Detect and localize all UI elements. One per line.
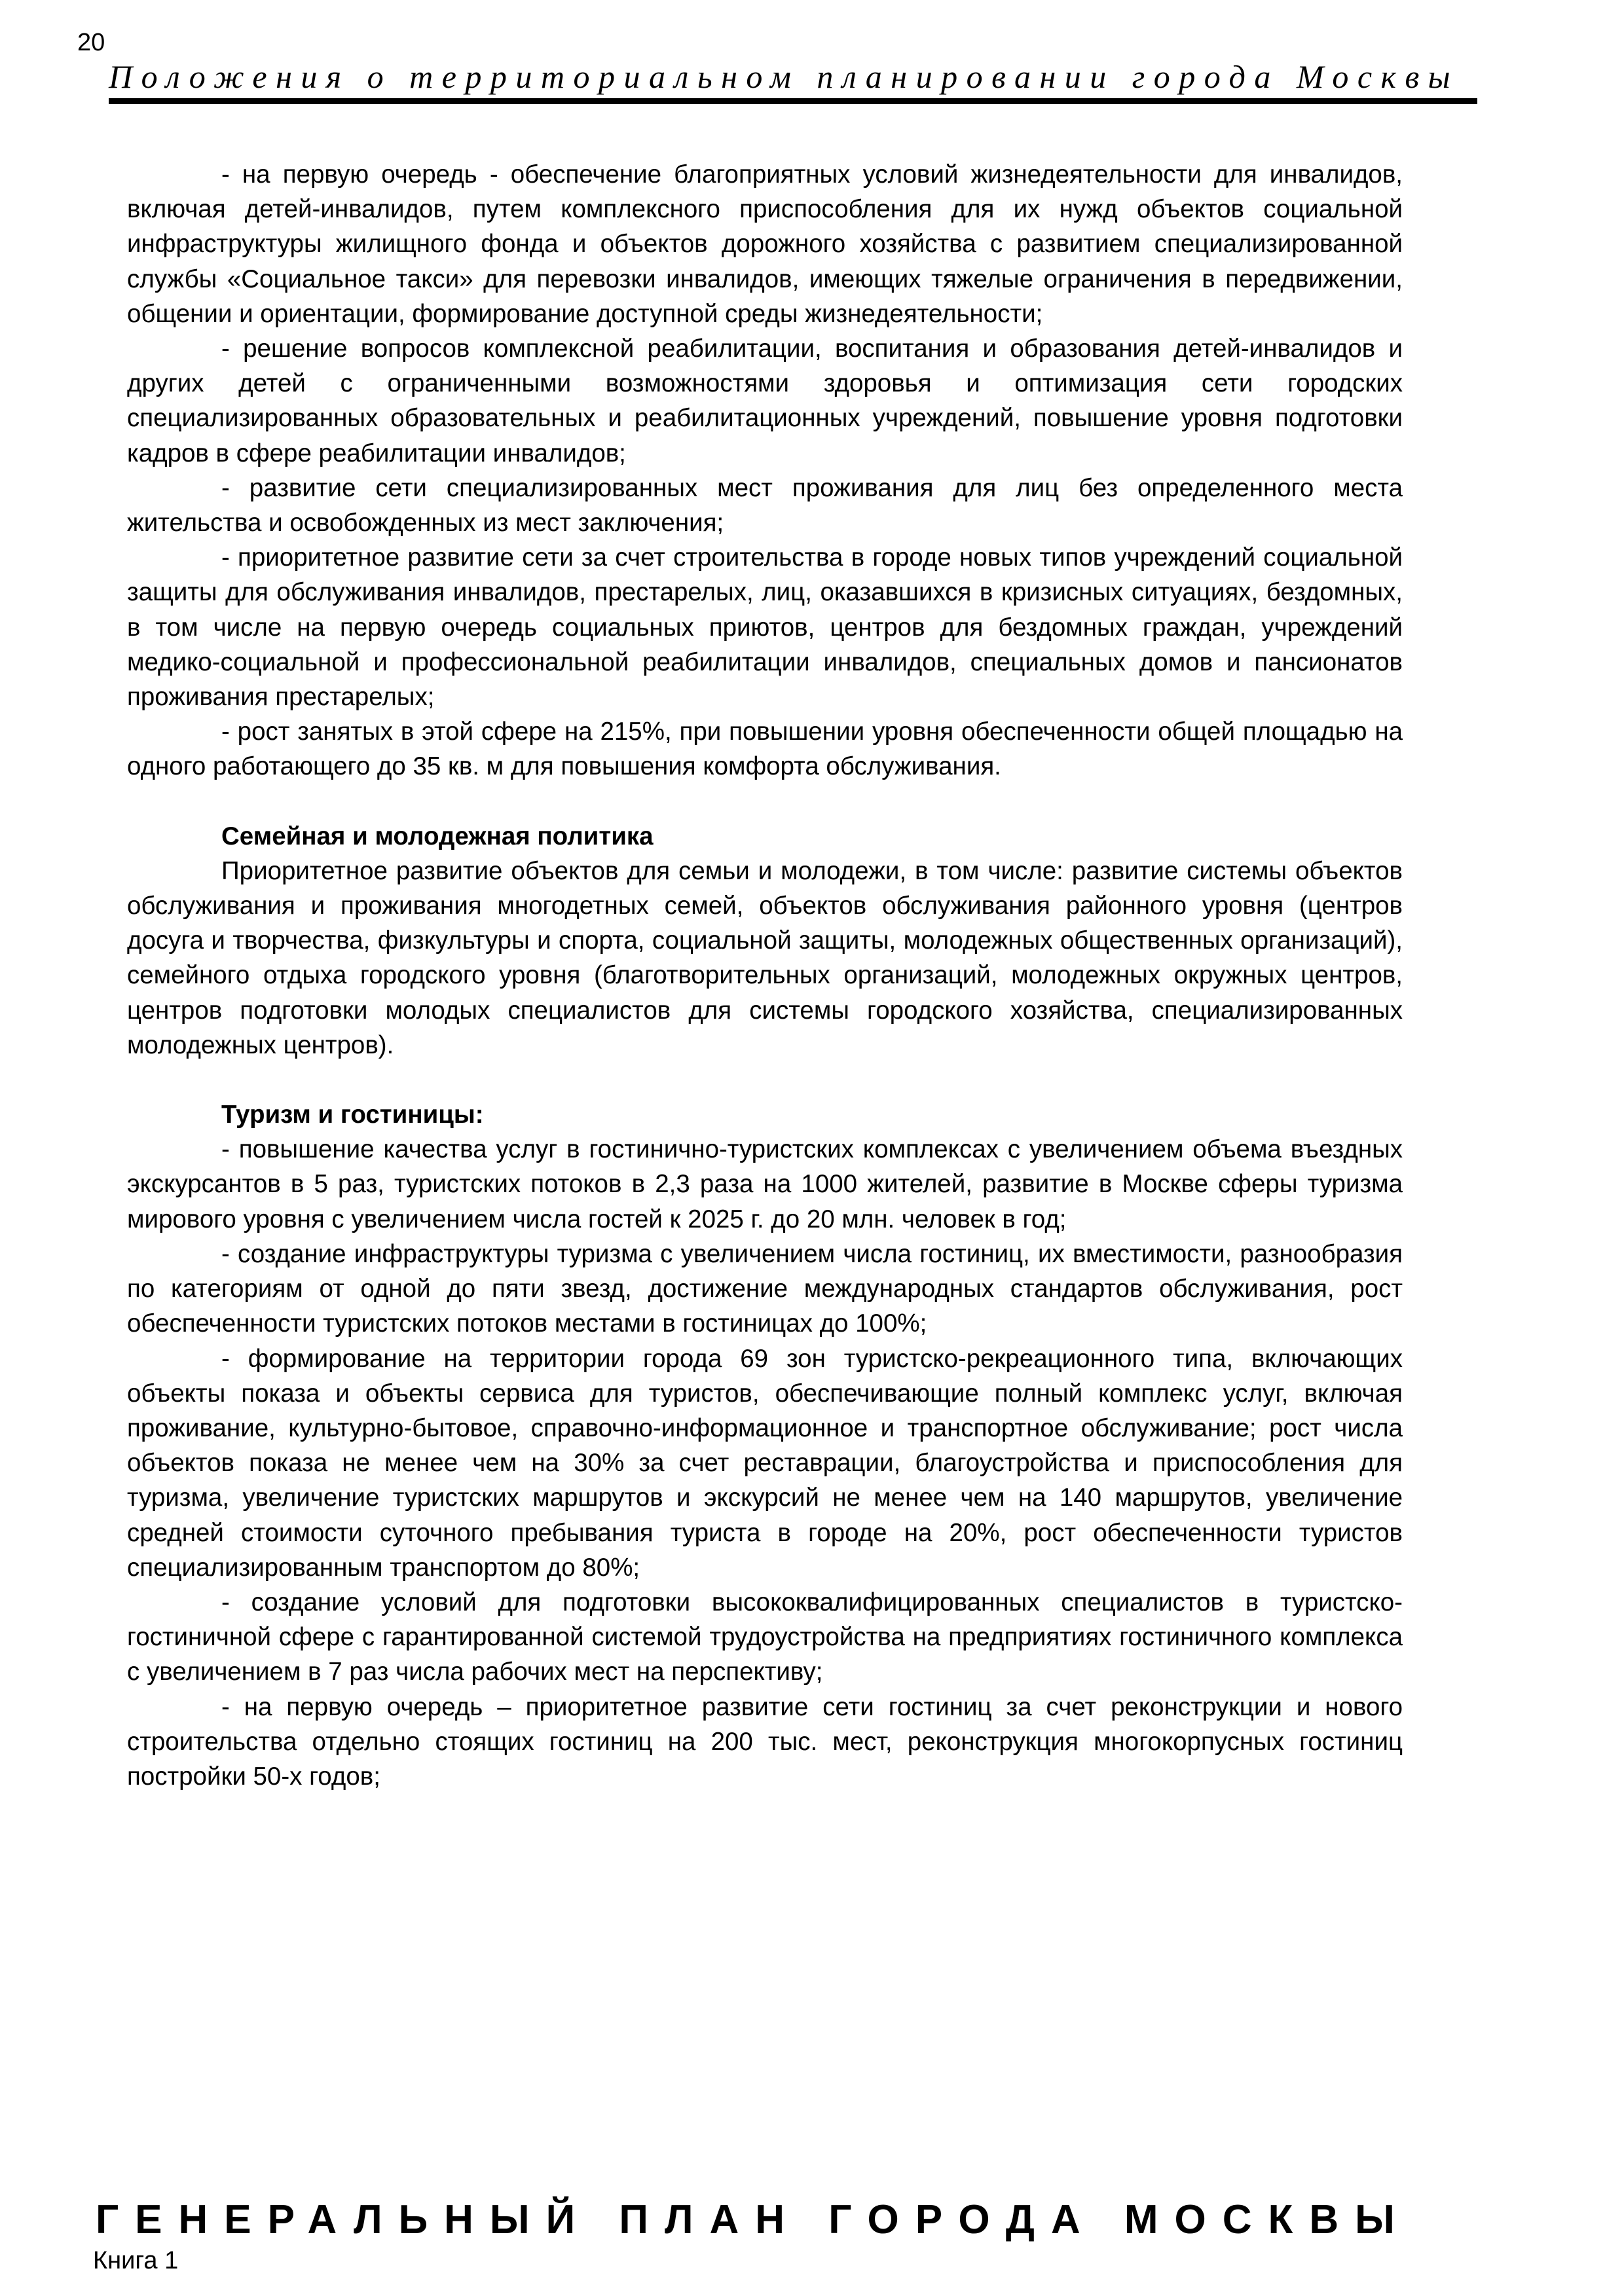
paragraph: - на первую очередь - обеспечение благоприятных условий жизнедеятельности для инвалидов, включая детей-инвалидов, путем комплексного приспособления для их нужд объектов социальной инфраструктуры жилищного фонда и объектов дорожного хозяйства с развитием специализированной службы «Социальное такси» для перевозки инвалидов, имеющих тяжелые ограничения в передвижении, общении и ориентации, формирование доступной среды жизнедеятельности; [127, 160, 1403, 328]
header-rule [109, 98, 1477, 104]
section-heading-tourism: Туризм и гостиницы: [221, 1101, 484, 1129]
spacer [127, 784, 1403, 819]
paragraph: Приоритетное развитие объектов для семьи и молодежи, в том числе: развитие системы объектов обслуживания и проживания многодетных семей, объектов обслуживания районного уровня (центров досуга и творчества, физкультуры и спорта, социальной защиты, молодежных общественных организаций), семейного отдыха городского уровня (благотворительных организаций, молодежных окружных центров, центров подготовки молодых специалистов для системы городского хозяйства, специализированных молодежных центров). [127, 856, 1403, 1059]
paragraph: - создание условий для подготовки высококвалифицированных специалистов в туристско-гостиничной сфере с гарантированной системой трудоустройства на предприятиях гостиничного комплекса с увеличением в 7 раз числа рабочих мест на перспективу; [127, 1588, 1403, 1686]
paragraph: - повышение качества услуг в гостинично-туристских комплексах с увеличением объема въездных экскурсантов в 5 раз, туристских потоков в 2,3 раза на 1000 жителей, развитие в Москве сферы туризма мирового уровня с увеличением числа гостей к 2025 г. до 20 млн. человек в год; [127, 1135, 1403, 1233]
spacer [127, 1063, 1403, 1097]
paragraph: - формирование на территории города 69 зон туристско-рекреационного типа, включающих объекты показа и объекты сервиса для туристов, обеспечивающие полный комплекс услуг, включая проживание, культурно-бытовое, справочно-информационное и транспортное обслуживание; рост числа объектов показа не менее чем на 30% за счет реставрации, благоустройства и приспособления для туризма, увеличение туристских маршрутов и экскурсий не менее чем на 140 маршрутов, увеличение средней стоимости суточного пребывания туриста в городе на 20%, рост обеспеченности туристов специализированным транспортом до 80%; [127, 1344, 1403, 1582]
document-body [127, 157, 1403, 1794]
footer-title: ГЕНЕРАЛЬНЫЙ ПЛАН ГОРОДА МОСКВЫ [96, 2197, 1411, 2242]
page-number: 20 [77, 29, 105, 56]
paragraph: - создание инфраструктуры туризма с увеличением числа гостиниц, их вместимости, разнообразия по категориям от одной до пяти звезд, достижение международных стандартов обслуживания, рост обеспеченности туристских потоков местами в гостиницах до 100%; [127, 1239, 1403, 1338]
footer-book-label: Книга 1 [93, 2247, 179, 2274]
paragraph: - решение вопросов комплексной реабилитации, воспитания и образования детей-инвалидов и других детей с ограниченными возможностями здоровья и оптимизация сети городских специализированных образовательных и реабилитационных учреждений, повышение уровня подготовки кадров в сфере реабилитации инвалидов; [127, 335, 1403, 467]
paragraph: - на первую очередь – приоритетное развитие сети гостиниц за счет реконструкции и нового строительства отдельно стоящих гостиниц на 200 тыс. мест, реконструкция многокорпусных гостиниц постройки 50-х годов; [127, 1692, 1403, 1791]
section-heading-family: Семейная и молодежная политика [221, 822, 654, 850]
paragraph: - приоритетное развитие сети за счет строительства в городе новых типов учреждений социальной защиты для обслуживания инвалидов, престарелых, лиц, оказавшихся в кризисных ситуациях, бездомных, в том числе на первую очередь социальных приютов, центров для бездомных граждан, учреждений медико-социальной и профессиональной реабилитации инвалидов, специальных домов и пансионатов проживания престарелых; [127, 543, 1403, 712]
paragraph: - рост занятых в этой сфере на 215%, при повышении уровня обеспеченности общей площадью на одного работающего до 35 кв. м для повышения комфорта обслуживания. [127, 718, 1403, 781]
paragraph: - развитие сети специализированных мест проживания для лиц без определенного места жительства и освобожденных из мест заключения; [127, 473, 1403, 538]
running-header-title: Положения о территориальном планировании города Москвы [109, 58, 1460, 95]
